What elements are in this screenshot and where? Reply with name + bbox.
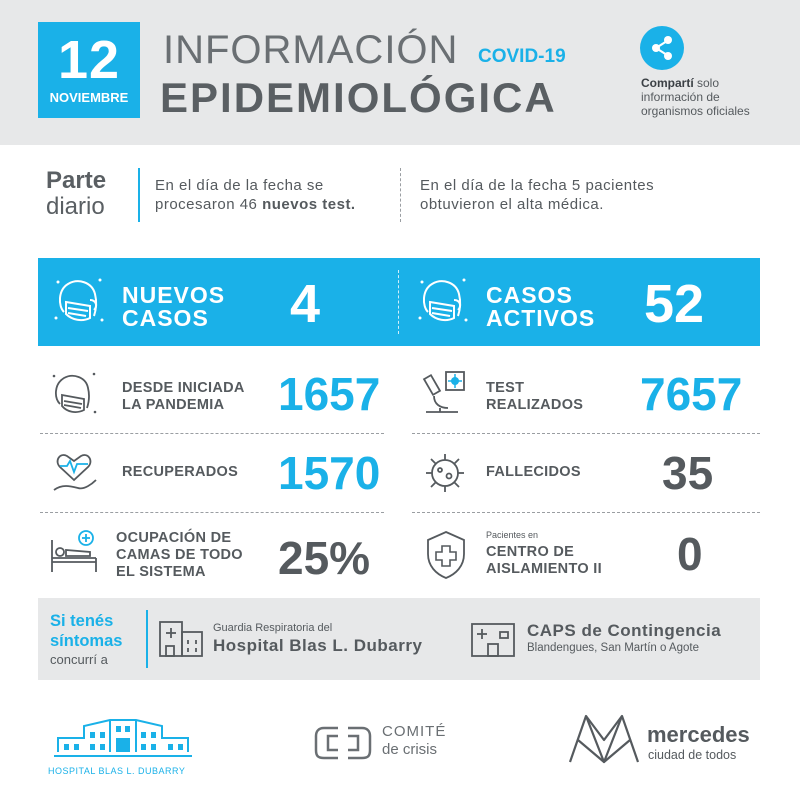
- title-line-2: EPIDEMIOLÓGICA: [160, 74, 557, 121]
- parte-text-altas: [420, 176, 720, 214]
- shield-cross-icon: [422, 528, 470, 580]
- share-caption: [641, 76, 791, 118]
- date-month: NOVIEMBRE: [49, 90, 129, 105]
- pandemia-label-1: DESDE INICIADA: [122, 380, 245, 396]
- parte-divider: [138, 168, 140, 222]
- fallecidos-label: FALLECIDOS: [486, 464, 581, 480]
- share-rest: solo: [693, 76, 720, 90]
- test-value: 7657: [640, 368, 743, 420]
- share-line-2: información de: [641, 90, 720, 104]
- virus-icon: [418, 446, 472, 500]
- camas-label-3: EL SISTEMA: [116, 564, 206, 580]
- comite-line-2: de crisis: [382, 741, 438, 758]
- date-day: 12: [57, 30, 121, 90]
- hospital-name: Hospital Blas L. Dubarry: [213, 636, 423, 655]
- highlight-divider: [398, 270, 399, 334]
- share-icon[interactable]: [640, 26, 684, 70]
- aislamiento-value: 0: [677, 528, 703, 580]
- parte-text1-line2: procesaron 46: [155, 196, 263, 213]
- row-divider: [412, 433, 760, 434]
- microscope-icon: [418, 366, 472, 420]
- sintomas-divider: [146, 610, 148, 668]
- share-line-3: organismos oficiales: [641, 104, 750, 118]
- fallecidos-value: 35: [662, 447, 714, 499]
- mercedes-tagline: ciudad de todos: [648, 748, 737, 762]
- camas-label-1: OCUPACIÓN DE: [116, 530, 232, 546]
- row-divider: [40, 512, 384, 513]
- casos-activos-label-1: CASOS: [486, 282, 573, 308]
- aislamiento-label-2: AISLAMIENTO II: [486, 561, 602, 577]
- aislamiento-label-1: CENTRO DE: [486, 544, 575, 560]
- masked-face-icon: [50, 272, 108, 330]
- parte-text1-bold: nuevos test.: [262, 196, 356, 213]
- parte-text2-line1: En el día de la fecha 5 pacientes: [420, 177, 655, 194]
- nuevos-casos-label-1: NUEVOS: [122, 282, 226, 308]
- parte-text2-line2: obtuvieron el alta médica.: [420, 196, 604, 213]
- parte-title-light: diario: [46, 193, 105, 220]
- nuevos-casos-value: 4: [290, 274, 321, 334]
- sintomas-line-2: síntomas: [50, 632, 123, 650]
- parte-dashed-divider: [400, 168, 401, 222]
- masked-face-icon: [414, 272, 472, 330]
- mercedes-logo-icon: [566, 710, 642, 766]
- share-bold: Compartí: [641, 76, 694, 90]
- hospital-bed-icon: [46, 528, 102, 580]
- hospital-building-icon: [156, 614, 206, 660]
- masked-face-icon: [48, 368, 100, 420]
- hospital-logo-label: HOSPITAL BLAS L. DUBARRY: [48, 766, 186, 776]
- test-label-2: REALIZADOS: [486, 397, 584, 413]
- casos-activos-label-2: ACTIVOS: [486, 305, 596, 331]
- camas-label-2: CAMAS DE TODO: [116, 547, 243, 563]
- pandemia-value: 1657: [278, 368, 381, 420]
- caps-building-icon: [468, 614, 518, 660]
- hospital-logo: [48, 712, 198, 764]
- share-glyph: [640, 26, 684, 70]
- sintomas-line-3: concurrí a: [50, 652, 108, 667]
- pandemia-label-2: LA PANDEMIA: [122, 397, 225, 413]
- parte-text-tests: [155, 176, 395, 214]
- nuevos-casos-label-2: CASOS: [122, 305, 209, 331]
- caps-name: CAPS de Contingencia: [527, 621, 722, 640]
- title-line-1: INFORMACIÓN: [163, 28, 459, 72]
- date-badge: [38, 22, 140, 118]
- recuperados-value: 1570: [278, 447, 381, 499]
- row-divider: [412, 512, 760, 513]
- comite-line-1: COMITÉ: [382, 723, 447, 740]
- aislamiento-note: Pacientes en: [486, 530, 539, 540]
- sintomas-line-1: Si tenés: [50, 612, 114, 630]
- covid-tag: COVID-19: [478, 46, 566, 67]
- hospital-guardia-label: Guardia Respiratoria del: [213, 622, 333, 634]
- row-divider: [40, 433, 384, 434]
- camas-value: 25%: [278, 532, 371, 584]
- mercedes-name: mercedes: [647, 722, 750, 747]
- test-label-1: TEST: [486, 380, 525, 396]
- recuperados-label: RECUPERADOS: [122, 464, 239, 480]
- heart-hand-icon: [48, 446, 100, 498]
- casos-activos-value: 52: [644, 274, 705, 334]
- parte-diario-title: [46, 168, 106, 220]
- parte-text1-line1: En el día de la fecha se: [155, 177, 324, 194]
- comite-logo-icon: [312, 724, 374, 762]
- caps-locations: Blandengues, San Martín o Agote: [527, 642, 699, 654]
- parte-title-bold: Parte: [46, 167, 107, 194]
